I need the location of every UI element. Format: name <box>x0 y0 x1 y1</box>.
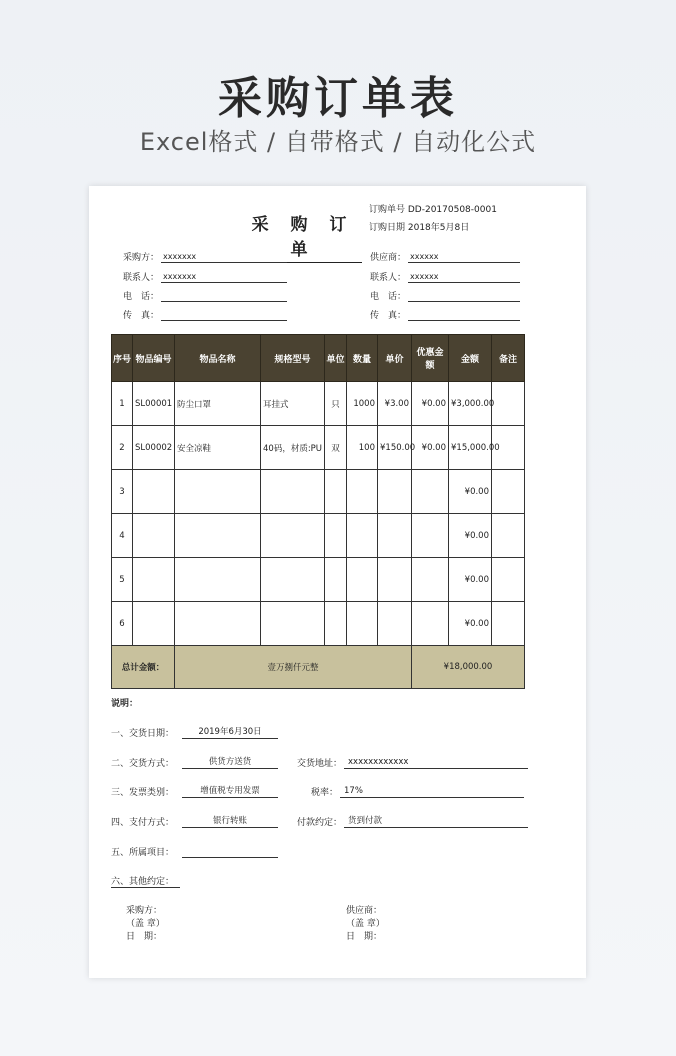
cell-unit[interactable] <box>325 558 347 602</box>
cell-name[interactable]: 防尘口罩 <box>175 382 261 426</box>
project-term <box>111 845 278 858</box>
cell-name[interactable]: 安全凉鞋 <box>175 426 261 470</box>
cell-price[interactable] <box>378 514 412 558</box>
buyer-contact-field[interactable] <box>123 270 287 283</box>
buyer-phone-value <box>161 290 287 302</box>
payment-method-value[interactable]: 银行转账 <box>182 816 278 828</box>
cell-price[interactable]: ¥3.00 <box>378 382 412 426</box>
buyer-name-value: xxxxxxx <box>161 251 287 263</box>
total-in-words[interactable]: 壹万捌仟元整 <box>175 646 412 689</box>
table-row <box>112 558 525 602</box>
cell-discount[interactable]: ¥0.00 <box>412 426 449 470</box>
order-items-table <box>111 334 525 689</box>
cell-price[interactable] <box>378 602 412 646</box>
supplier-fax-field[interactable] <box>370 308 520 321</box>
column-header: 金额 <box>449 335 492 382</box>
order-date: 订购日期 2018年5月8日 <box>369 223 470 233</box>
notes-title: 说明： <box>111 699 139 709</box>
cell-name[interactable] <box>175 514 261 558</box>
project-label: 五、所属项目： <box>111 848 175 858</box>
supplier-seal-line: （盖 章） <box>346 919 385 929</box>
table-row <box>112 602 525 646</box>
cell-code[interactable] <box>133 558 175 602</box>
cell-discount[interactable] <box>412 514 449 558</box>
buyer-signature-line: 采购方： <box>126 906 163 916</box>
cell-unit[interactable] <box>325 470 347 514</box>
cell-qty[interactable] <box>347 514 378 558</box>
cell-code[interactable] <box>133 602 175 646</box>
cell-unit[interactable]: 只 <box>325 382 347 426</box>
cell-name[interactable] <box>175 558 261 602</box>
delivery-method-term <box>111 756 278 769</box>
order-number: 订购单号 DD-20170508-0001 <box>369 205 497 215</box>
project-value[interactable] <box>182 846 278 858</box>
supplier-name-field[interactable] <box>370 250 520 263</box>
cell-unit[interactable] <box>325 514 347 558</box>
tax-rate-value[interactable]: 17% <box>340 786 524 798</box>
hero-subtitle: Excel格式 / 自带格式 / 自动化公式 <box>139 128 537 156</box>
buyer-fax-value <box>161 309 287 321</box>
cell-no[interactable]: 3 <box>112 470 133 514</box>
cell-qty[interactable] <box>347 470 378 514</box>
cell-note[interactable] <box>492 382 525 426</box>
delivery-address-term <box>297 756 528 769</box>
table-header-row <box>112 335 525 382</box>
column-header: 备注 <box>492 335 525 382</box>
cell-amount[interactable]: ¥0.00 <box>449 602 492 646</box>
table-row <box>112 382 525 426</box>
cell-no[interactable]: 4 <box>112 514 133 558</box>
supplier-name-label: 供应商： <box>370 253 407 263</box>
cell-code[interactable]: SL00001 <box>133 382 175 426</box>
cell-amount[interactable]: ¥0.00 <box>449 470 492 514</box>
cell-discount[interactable] <box>412 602 449 646</box>
column-header: 序号 <box>112 335 133 382</box>
payment-method-term <box>111 815 278 828</box>
cell-no[interactable]: 5 <box>112 558 133 602</box>
cell-no[interactable]: 2 <box>112 426 133 470</box>
cell-no[interactable]: 6 <box>112 602 133 646</box>
hero-title: 采购订单表 <box>218 73 458 124</box>
cell-amount[interactable]: ¥3,000.00 <box>449 382 492 426</box>
buyer-signature-block <box>126 905 165 944</box>
document-title: 采 购 订 单 <box>244 210 362 263</box>
column-header: 数量 <box>347 335 378 382</box>
cell-note[interactable] <box>492 514 525 558</box>
payment-method-label: 四、支付方式： <box>111 818 175 828</box>
cell-code[interactable]: SL00002 <box>133 426 175 470</box>
cell-note[interactable] <box>492 470 525 514</box>
delivery-method-value[interactable]: 供货方送货 <box>182 757 278 769</box>
cell-spec[interactable] <box>261 558 325 602</box>
buyer-phone-field[interactable] <box>123 289 287 302</box>
cell-unit[interactable] <box>325 602 347 646</box>
supplier-fax-label: 传 真： <box>370 311 407 321</box>
supplier-phone-value <box>408 290 520 302</box>
table-row <box>112 514 525 558</box>
buyer-contact-value: xxxxxxx <box>161 271 287 283</box>
buyer-date-line: 日 期： <box>126 932 163 942</box>
cell-amount[interactable]: ¥0.00 <box>449 514 492 558</box>
buyer-fax-label: 传 真： <box>123 311 160 321</box>
cell-amount[interactable]: ¥0.00 <box>449 558 492 602</box>
column-header: 物品编号 <box>133 335 175 382</box>
cell-price[interactable] <box>378 558 412 602</box>
cell-name[interactable] <box>175 602 261 646</box>
total-label: 总计金额： <box>112 646 175 689</box>
other-terms <box>111 874 180 888</box>
cell-qty[interactable] <box>347 602 378 646</box>
invoice-type-label: 三、发票类别： <box>111 788 175 798</box>
table-row <box>112 426 525 470</box>
buyer-name-label: 采购方： <box>123 253 160 263</box>
delivery-date-term <box>111 726 278 739</box>
column-header: 规格型号 <box>261 335 325 382</box>
cell-code[interactable] <box>133 470 175 514</box>
supplier-contact-field[interactable] <box>370 270 520 283</box>
delivery-date-label: 一、交货日期： <box>111 729 175 739</box>
cell-spec[interactable] <box>261 514 325 558</box>
payment-terms-value[interactable]: 货到付款 <box>344 816 528 828</box>
cell-discount[interactable] <box>412 470 449 514</box>
cell-qty[interactable]: 1000 <box>347 382 378 426</box>
invoice-type-value[interactable]: 增值税专用发票 <box>182 786 278 798</box>
other-terms-label: 六、其他约定： <box>111 874 180 888</box>
purchase-order-sheet <box>89 186 586 978</box>
payment-terms-term <box>297 815 528 828</box>
cell-note[interactable] <box>492 558 525 602</box>
delivery-address-value[interactable]: xxxxxxxxxxxx <box>344 757 528 769</box>
cell-qty[interactable]: 100 <box>347 426 378 470</box>
supplier-name-value: xxxxxx <box>408 251 520 263</box>
cell-discount[interactable] <box>412 558 449 602</box>
tax-rate-label: 税率： <box>311 788 339 798</box>
buyer-contact-label: 联系人： <box>123 273 160 283</box>
delivery-method-label: 二、交货方式： <box>111 759 175 769</box>
cell-no[interactable]: 1 <box>112 382 133 426</box>
table-row <box>112 470 525 514</box>
column-header: 优惠金额 <box>412 335 449 382</box>
supplier-signature-line: 供应商： <box>346 906 383 916</box>
cell-spec[interactable]: 耳挂式 <box>261 382 325 426</box>
cell-spec[interactable] <box>261 470 325 514</box>
column-header: 单位 <box>325 335 347 382</box>
cell-spec[interactable] <box>261 602 325 646</box>
buyer-fax-field[interactable] <box>123 308 287 321</box>
buyer-phone-label: 电 话： <box>123 292 160 302</box>
supplier-phone-field[interactable] <box>370 289 520 302</box>
cell-name[interactable] <box>175 470 261 514</box>
cell-qty[interactable] <box>347 558 378 602</box>
total-amount[interactable]: ¥18,000.00 <box>412 646 525 689</box>
cell-code[interactable] <box>133 514 175 558</box>
cell-unit[interactable]: 双 <box>325 426 347 470</box>
cell-price[interactable]: ¥150.00 <box>378 426 412 470</box>
delivery-address-label: 交货地址： <box>297 759 343 769</box>
column-header: 物品名称 <box>175 335 261 382</box>
buyer-name-field[interactable] <box>123 250 287 263</box>
tax-rate-term <box>311 785 524 798</box>
supplier-phone-label: 电 话： <box>370 292 407 302</box>
cell-amount[interactable]: ¥15,000.00 <box>449 426 492 470</box>
buyer-seal-line: （盖 章） <box>126 919 165 929</box>
supplier-contact-label: 联系人： <box>370 273 407 283</box>
supplier-signature-block <box>346 905 385 944</box>
invoice-type-term <box>111 785 278 798</box>
cell-price[interactable] <box>378 470 412 514</box>
supplier-contact-value: xxxxxx <box>408 271 520 283</box>
cell-spec[interactable]: 40码，材质:PU <box>261 426 325 470</box>
cell-note[interactable] <box>492 602 525 646</box>
total-row <box>112 646 525 689</box>
payment-terms-label: 付款约定： <box>297 818 343 828</box>
cell-discount[interactable]: ¥0.00 <box>412 382 449 426</box>
supplier-fax-value <box>408 309 520 321</box>
supplier-date-line: 日 期： <box>346 932 383 942</box>
column-header: 单价 <box>378 335 412 382</box>
delivery-date-value[interactable]: 2019年6月30日 <box>182 727 278 739</box>
